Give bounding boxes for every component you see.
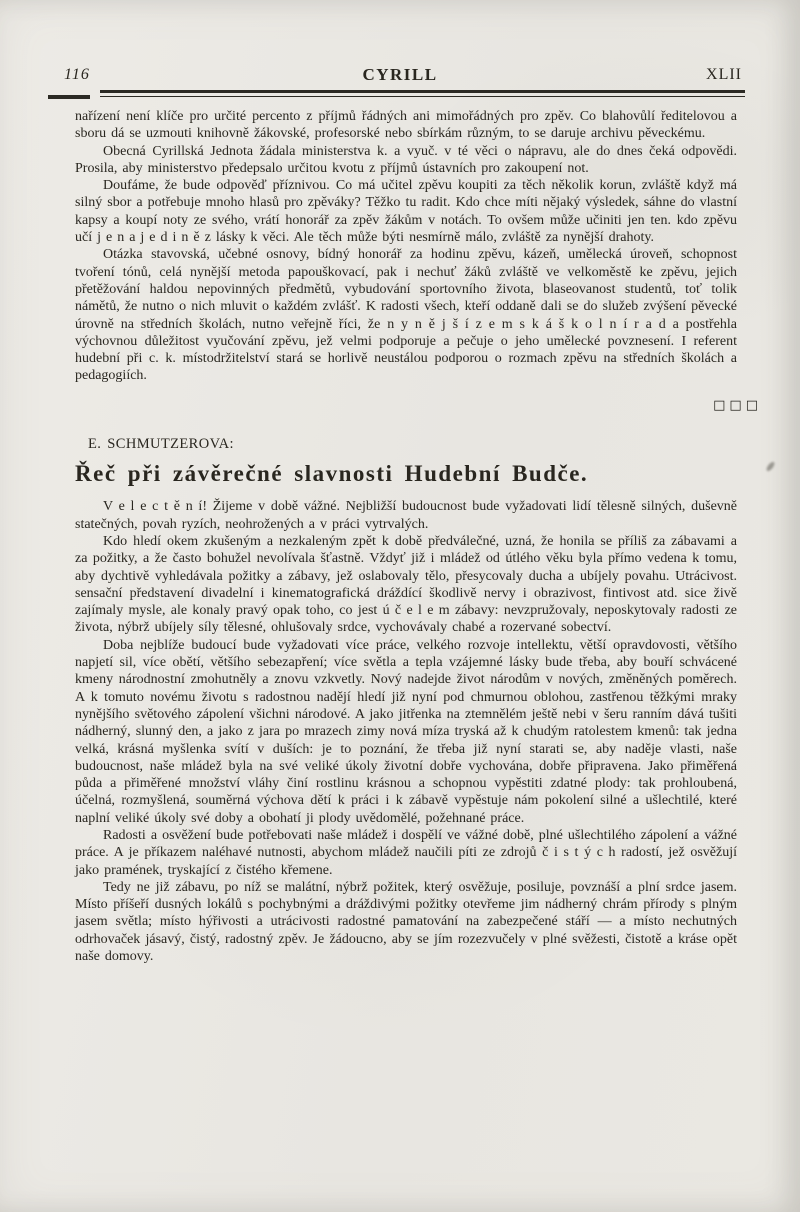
volume-number: XLII bbox=[706, 66, 742, 83]
scan-speck bbox=[765, 461, 776, 473]
article-paragraph: Otázka stavovská, učebné osnovy, bídný honorář za hodinu zpěvu, kázeň, umělecká úroveň, schopnost tvoření tónů, celá nynější metoda papouškovací, pak i nechuť žáků zvláště ve velkoměstě ke zpěvu, jejich přetěžování haldou nepovinných předmětů, vybudování sportovního života, blaseovanost studentů, toť tolik námětů, že nutno o nich mluvit o každém zvlášť. K radosti všech, kteří oddaně dali se do služeb zvýšení pěvecké úrovně na středních školách, nutno veřejně říci, že n y n ě j š í z e m s k á š k o l n í r a d a postřehla výchovnou důležitost vyučování zpěvu, jež velmi podporuje a pečuje o jeho umělecké povznesení. I referent hudební při c. k. místodržitelství stará se horlivě neustálou podporou o rozmach zpěvu na středních školách a pedagogiích. bbox=[75, 247, 737, 384]
author-byline: E. SCHMUTZEROVA: bbox=[88, 436, 234, 453]
article-end-marker: □□□ bbox=[713, 397, 762, 413]
page-body bbox=[75, 108, 762, 965]
page-number: 116 bbox=[64, 66, 90, 83]
article-paragraph: Doufáme, že bude odpověď příznivou. Co má učitel zpěvu koupiti za těch několik korun, zvláště když má silný sbor a potřebuje mnoho hlasů pro zpěváky? Těžko tu radit. Kdo chce míti nějaký výsledek, sáhne do vlastní kapsy a koupí noty ze svého, vrátí honorář za zpěv žákům v notách. To ovšem může učiniti jen ten. kdo zpěvu učí j e n a j e d i n ě z lásky k věci. Ale těch může býti nesmírně málo, zvláště za nynější drahoty. bbox=[75, 178, 737, 246]
journal-title: CYRILL bbox=[362, 65, 438, 84]
speech-paragraph: Tedy ne již zábavu, po níž se malátní, nýbrž požitek, který osvěžuje, posiluje, povznáší a plní srdce jasem. Místo příšeří dusných lokálů s pochybnými a dráždivými požitky otevřeme jim nádherný chrám přírody s plným jasem světla; místo hýřivosti a utrácivosti radostné pamatování na zabezpečené stáří — a místo nechutných odrhovaček jásavý, čistý, radostný zpěv. Je žádoucno, aby se jím rozezvučely v plné svěžesti, čistotě a kráse opět naše domovy. bbox=[75, 879, 737, 965]
article-paragraph: Obecná Cyrillská Jednota žádala ministerstva k. a vyuč. v té věci o nápravu, ale do dnes čeká odpovědi. Prosila, aby ministerstvo předepsalo určitou kvotu z příjmů ústavních pro zakoupení not. bbox=[75, 143, 737, 176]
speech-paragraph: V e l e c t ě n í! Žijeme v době vážné. Nejbližší budoucnost bude vyžadovati lidí tělesně silných, duševně statečných, povah ryzích, neohrožených a v práci vytrvalých. bbox=[75, 499, 737, 532]
speech-paragraph: Doba nejblíže budoucí bude vyžadovati více práce, velkého rozvoje intellektu, větší opravdovosti, většího napjetí sil, více obětí, většího sebezapření; více světla a tepla vzájemné lásky bude třeba, aby bouří schvácené kmeny národnostní zmohutněly a znovu vzkvetly. Nový nadejde život národům v nových, změněných poměrech. A k tomuto novému životu s radostnou nadějí hledí již nyní pod chmurnou oblohou, zastřenou těžkými mraky nynějšího světového zápolení všichni národové. A jako jitřenka na ztemnělém ještě nebi v šeru ranním dává tušiti nádherný, slunný den, a jako z jara po mrazech zimy nová míza tryská až k chudým ratolestem kmenů: tak jedna velká, krásná myšlenka svítí v duších: je to poznání, že třeba již nyní starati se, aby naděje vlasti, naše budoucnost, naše mládež byla na své veliké úkoly životní dobře vychována, dobře připravena. Jako přiměřená půda a přiměřené množství vláhy činí rostlinu krásnou a schopnou vypěstiti zdatné plody: tak prohloubená, účelná, rozmyšlená, souměrná výchova dětí k práci i k zábavě vypěstuje nám pokolení silné a ušlechtilé, které naplní veliké úkoly své doby a obohatí ji plody uvědomělé, požehnané práce. bbox=[75, 637, 737, 826]
header-rule bbox=[100, 90, 745, 97]
article-paragraph: nařízení není klíče pro určité percento z příjmů řádných ani mimořádných pro zpěv. Co blahovůlí ředitelovou a sboru dá se uzmouti knihovně žákovské, profesorské nebo sbírkám různým, to se daruje archivu pěveckému. bbox=[75, 109, 737, 142]
speech-paragraph: Kdo hledí okem zkušeným a nezkaleným zpět k době předválečné, uzná, že honila se příliš za zábavami a za požitky, a že často bohužel nevolívala šťastně. Vždyť již i mládež od útlého věku byla přímo vedena k tomu, aby dychtivě vyhledávala požitky a zábavy, jež oslabovaly tělo, přesycovaly ducha a ubíjely povahu. Utrácivost. sensační představení divadelní i kinematografická dráždící škodlivě nervy i obrazivost, fintivost atd. sice živě zajímaly mysle, ale konaly pravý opak toho, co jest ú č e l e m zábavy: nevzpružovaly, neposkytovaly radosti ze života, nýbrž ubíjely síly tělesné, ohlušovaly srdce, vychovávaly chabé a rozervané sobectví. bbox=[75, 533, 737, 636]
speech-paragraph: Radosti a osvěžení bude potřebovati naše mládež i dospělí ve vážné době, plné ušlechtilého zápolení a vážné práce. A je příkazem naléhavé nutnosti, abychom mládež naučili píti ze zdrojů č i s t ý c h radostí, jež osvěžují jako pramének, tryskající z čistého křemene. bbox=[75, 827, 737, 878]
speech-title: Řeč při závěrečné slavnosti Hudební Budče. bbox=[75, 461, 589, 487]
left-margin-dash bbox=[48, 95, 90, 99]
